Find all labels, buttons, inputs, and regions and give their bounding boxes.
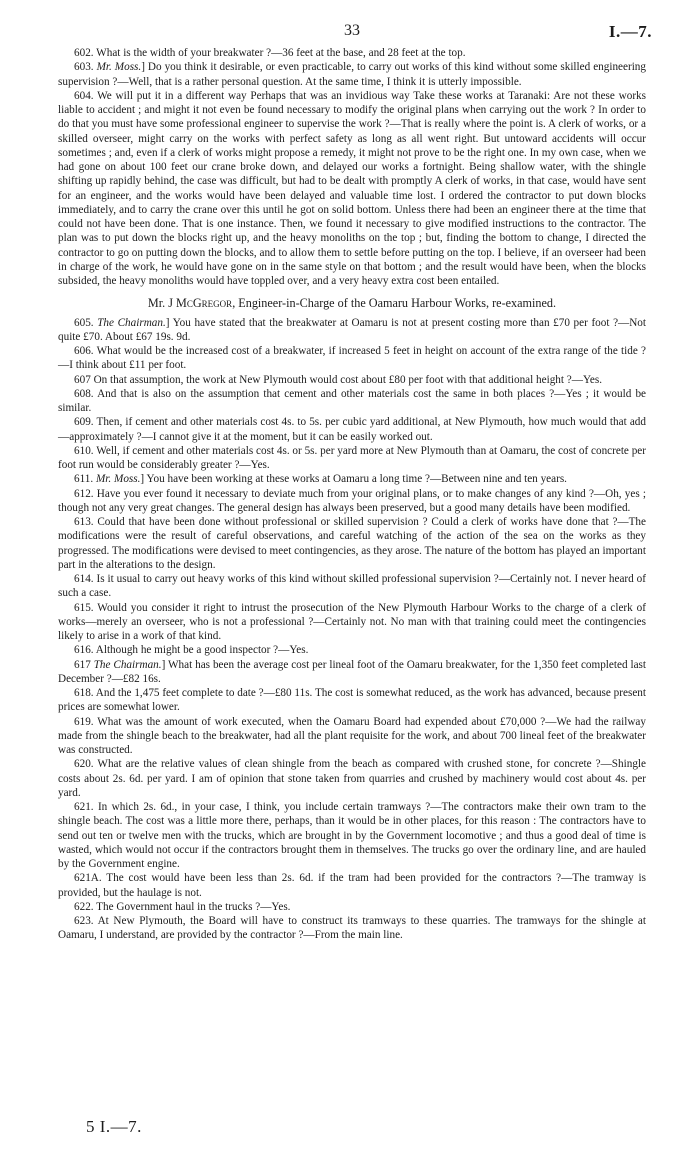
section-heading <box>58 296 646 310</box>
question-605 <box>58 316 646 345</box>
question-text: ] You have been working at these works at Oamaru a long time ?—Between nine and ten years. <box>140 473 567 486</box>
question-604: 604. We will put it in a different way Perhaps that was an invidious way Take these works at Taranaki: Are not these works liable to accident ; and might it not even be found necessary to modify the original plans when carrying out the work ? In order to do that you must have some professional engineer to supervise the work ?—That is really where the point is. A clerk of works, or a skilled overseer, might carry on the works with perfect safety as long as all went right. But untoward accidents will occur sometimes ; and, even if a clerk of works might propose a remedy, it might not prove to be the right one. In my own case, when we had gone on about 100 feet our crane broke down, and delayed our works a fortnight. Being shallow water, with the shingle shifting up rapidly behind, the case was difficult, but had to be dealt with promptly A clerk of works, in that case, would have sent for an engineer, and the works would have been delayed and valuable time lost. I ordered the contractor to put down blocks immediately, and to carry the crane over this until he got on solid bottom. Unless there had been an engineer there at the time that could not have been done. That is one instance. Then, we found it necessary to give modified instructions to the contractor. The plan was to put down the blocks right up, and the heavy monoliths on the top ; but, finding the bottom to change, I directed the contractor to go on putting down the blocks, and to allow them to settle before putting on the top. I believe, if an overseer had been in charge of the work, he would have gone on in the same style on that bottom ; and the result would have been, when the blocks subsided, the heavy monoliths would have toppled over, and a very heavy extra cost been entailed. <box>58 89 646 287</box>
question-621A: 621A. The cost would have been less than 2s. 6d. if the tram had been provided for the contractors ?—The tramway is provided, but the haulage is not. <box>58 872 646 899</box>
question-text: ] What has been the average cost per lineal foot of the Oamaru breakwater, for the 1,350 feet completed last December ?—£82 16s. <box>58 658 646 685</box>
evidence-section-mcgregor <box>58 316 646 943</box>
question-617 <box>58 658 646 687</box>
evidence-section-moss <box>58 46 646 288</box>
question-622: 622. The Government haul in the trucks ?—Yes. <box>74 900 291 913</box>
question-610: 610. Well, if cement and other materials cost 4s. or 5s. per yard more at New Plymouth than at Oamaru, the cost of concrete per foot run would be considerably greater ?—Yes. <box>58 444 646 471</box>
question-616: 616. Although he might be a good inspector ?—Yes. <box>74 644 309 657</box>
question-613: 613. Could that have been done without professional or skilled supervision ? Could a clerk of works have done that ?—The modifications were the result of careful observations, and careful watching of the action of the sea on the works as they progressed. The modifications were devised to meet contingencies, as they arose. The nature of the bottom has played an important part in the alterations to the design. <box>58 516 646 571</box>
question-615: 615. Would you consider it right to intrust the prosecution of the New Plymouth Harbour Works to the charge of a clerk of works—merely an overseer, who is not a professional ?—Certainly not. No man with that training could meet the contingencies likely to arise in a work of that kind. <box>58 601 646 642</box>
speaker-name: The Chairman. <box>97 316 166 329</box>
question-608: 608. And that is also on the assumption that cement and other materials cost the same in both places ?—Yes ; it would be similar. <box>58 387 646 414</box>
question-number: 605. <box>74 316 98 329</box>
question-611 <box>58 472 646 486</box>
question-618: 618. And the 1,475 feet complete to date ?—£80 11s. The cost is somewhat reduced, as the work has advanced, because present prices are somewhat lower. <box>58 687 646 714</box>
question-619: 619. What was the amount of work executed, when the Oamaru Board had expended about £70,000 ?—We had the railway made from the shingle beach to the breakwater, had all the plant requisite for the work, and about 700 lineal feet of the breakwater was constructed. <box>58 715 646 756</box>
question-603 <box>58 60 646 89</box>
question-614: 614. Is it usual to carry out heavy works of this kind without skilled professional supervision ?—Certainly not. I never heard of such a case. <box>58 573 646 600</box>
question-621: 621. In which 2s. 6d., in your case, I think, you include certain tramways ?—The contractors make their own tram to the shingle beach. The cost was a little more there, perhaps, than it would be in other places, for this reason : The contractors have to send out ten or twelve men with the trucks, which are brought in by the Government locomotive ; and thus a good deal of time is wasted, which would not occur if the contractors brought them in themselves. The trucks go over the ordinary line, and are hauled by the Government engine. <box>58 801 646 870</box>
question-number: 617 <box>74 658 94 671</box>
question-text: ] Do you think it desirable, or even practicable, to carry out works of this kind without some skilled engineering supervision ?—Well, that is a rather personal question. At the same time, I think it is utterly impossible. <box>58 61 646 88</box>
document-body <box>58 46 646 943</box>
document-reference: I.—7. <box>608 22 652 41</box>
question-612: 612. Have you ever found it necessary to deviate much from your original plans, or to make changes of any kind ?—Oh, yes ; though not any very great changes. The general design has always been preserved, but a good many details have been modified. <box>58 487 646 514</box>
question-number: 611. <box>74 473 96 486</box>
question-620: 620. What are the relative values of clean shingle from the beach as compared with crushed stone, for concrete ?—Shingle costs about 2s. 6d. per yard. I am of opinion that stone taken from quarries and crushed by machinery would cost about 4s. per yard. <box>58 758 646 799</box>
witness-name: McGregor <box>176 296 233 311</box>
page-number: 33 <box>344 22 360 39</box>
question-606: 606. What would be the increased cost of a breakwater, if increased 5 feet in height on account of the extra range of the tide ?—I think about £11 per foot. <box>58 345 646 372</box>
question-609: 609. Then, if cement and other materials cost 4s. to 5s. per cubic yard additional, at New Plymouth, how much would that add—approximately ?—I cannot give it at the moment, but it can be easily worked out. <box>58 416 646 443</box>
question-text: ] You have stated that the breakwater at Oamaru is not at present costing more than £70 per foot ?—Not quite £70. About £67 19s. 9d. <box>58 316 647 343</box>
page-signature: 5 I.—7. <box>86 1117 142 1136</box>
speaker-name: The Chairman. <box>93 658 162 671</box>
heading-suffix: , Engineer-in-Charge of the Oamaru Harbour Works, re-examined. <box>232 296 557 311</box>
heading-prefix: Mr. J <box>147 296 177 311</box>
speaker-name: Mr. Moss. <box>96 61 142 74</box>
speaker-name: Mr. Moss. <box>95 473 141 486</box>
question-602: 602. What is the width of your breakwater ?—36 feet at the base, and 28 feet at the top. <box>74 47 466 59</box>
page-header <box>52 22 652 46</box>
question-607: 607 On that assumption, the work at New Plymouth would cost about £80 per foot with that additional height ?—Yes. <box>74 373 603 386</box>
question-623: 623. At New Plymouth, the Board will have to construct its tramways to these quarries. The tramways for the shingle at Oamaru, I understand, are provided by the contractor ?—From the main line. <box>58 915 646 942</box>
question-number: 603. <box>74 61 97 74</box>
